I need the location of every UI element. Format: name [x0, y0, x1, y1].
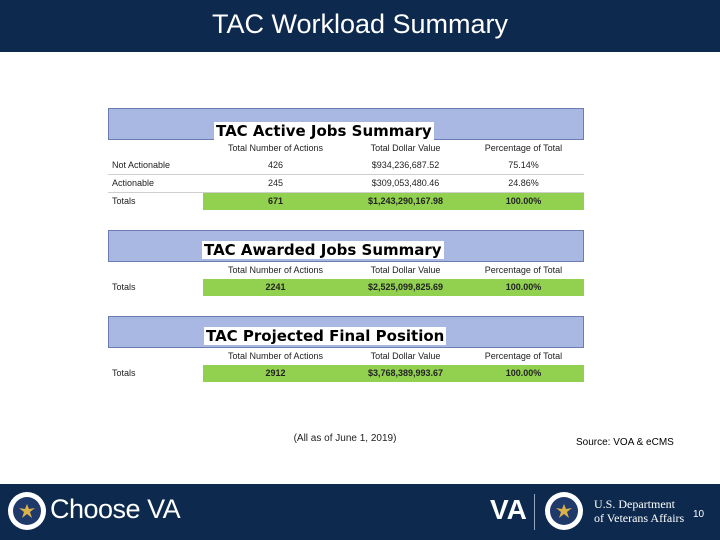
totals-row: [108, 279, 584, 296]
active-jobs-header: [108, 108, 584, 140]
active-column-headers: [108, 140, 584, 157]
row-count: 426: [267, 160, 284, 170]
total-count: 671: [203, 193, 348, 210]
col-header-pct: Percentage of Total: [484, 265, 563, 275]
department-seal-icon: [545, 492, 583, 530]
row-label: Totals: [112, 196, 136, 206]
row-label: Totals: [112, 368, 136, 378]
totals-row: [108, 193, 584, 210]
total-value: $1,243,290,167.98: [348, 193, 463, 210]
col-header-count: Total Number of Actions: [227, 143, 324, 153]
total-pct: 100.00%: [463, 193, 584, 210]
active-jobs-table: [108, 108, 584, 210]
row-count: 245: [267, 178, 284, 188]
col-header-value: Total Dollar Value: [370, 143, 441, 153]
row-pct: 75.14%: [508, 160, 539, 170]
projected-position-title: TAC Projected Final Position: [206, 327, 445, 345]
source-note: Source: VOA & eCMS: [576, 437, 674, 448]
logo-divider: [534, 494, 535, 530]
awarded-jobs-table: [108, 230, 584, 296]
slide-title: TAC Workload Summary: [0, 0, 720, 52]
va-seal-icon: [8, 492, 46, 530]
va-logo: VA: [490, 494, 527, 525]
table-row: [108, 175, 584, 193]
totals-row: [108, 365, 584, 382]
total-count: 2241: [203, 279, 348, 296]
department-line-2: of Veterans Affairs: [594, 511, 685, 525]
col-header-count: Total Number of Actions: [227, 265, 324, 275]
department-line-1: U.S. Department: [594, 497, 675, 511]
as-of-note: (All as of June 1, 2019): [293, 433, 397, 444]
awarded-jobs-header: [108, 230, 584, 262]
table-row: [108, 157, 584, 175]
col-header-pct: Percentage of Total: [484, 143, 563, 153]
total-value: $3,768,389,993.67: [348, 365, 463, 382]
row-label: Actionable: [112, 178, 155, 188]
awarded-jobs-title: TAC Awarded Jobs Summary: [204, 241, 442, 259]
row-label: Totals: [112, 282, 136, 292]
page-number: 10: [693, 509, 705, 520]
projected-position-header: [108, 316, 584, 348]
projected-position-table: [108, 316, 584, 382]
row-label: Not Actionable: [112, 160, 171, 170]
row-value: $309,053,480.46: [371, 178, 440, 188]
col-header-pct: Percentage of Total: [484, 351, 563, 361]
col-header-value: Total Dollar Value: [370, 351, 441, 361]
col-header-count: Total Number of Actions: [227, 351, 324, 361]
awarded-column-headers: [108, 262, 584, 279]
row-pct: 24.86%: [508, 178, 539, 188]
total-pct: 100.00%: [463, 365, 584, 382]
footer-bar: [0, 484, 720, 540]
active-jobs-title: TAC Active Jobs Summary: [216, 122, 432, 140]
total-pct: 100.00%: [463, 279, 584, 296]
department-name: [594, 497, 684, 525]
row-value: $934,236,687.52: [371, 160, 440, 170]
projected-column-headers: [108, 348, 584, 365]
total-value: $2,525,099,825.69: [348, 279, 463, 296]
choose-va-logo: Choose VA: [50, 494, 181, 524]
col-header-value: Total Dollar Value: [370, 265, 441, 275]
total-count: 2912: [203, 365, 348, 382]
